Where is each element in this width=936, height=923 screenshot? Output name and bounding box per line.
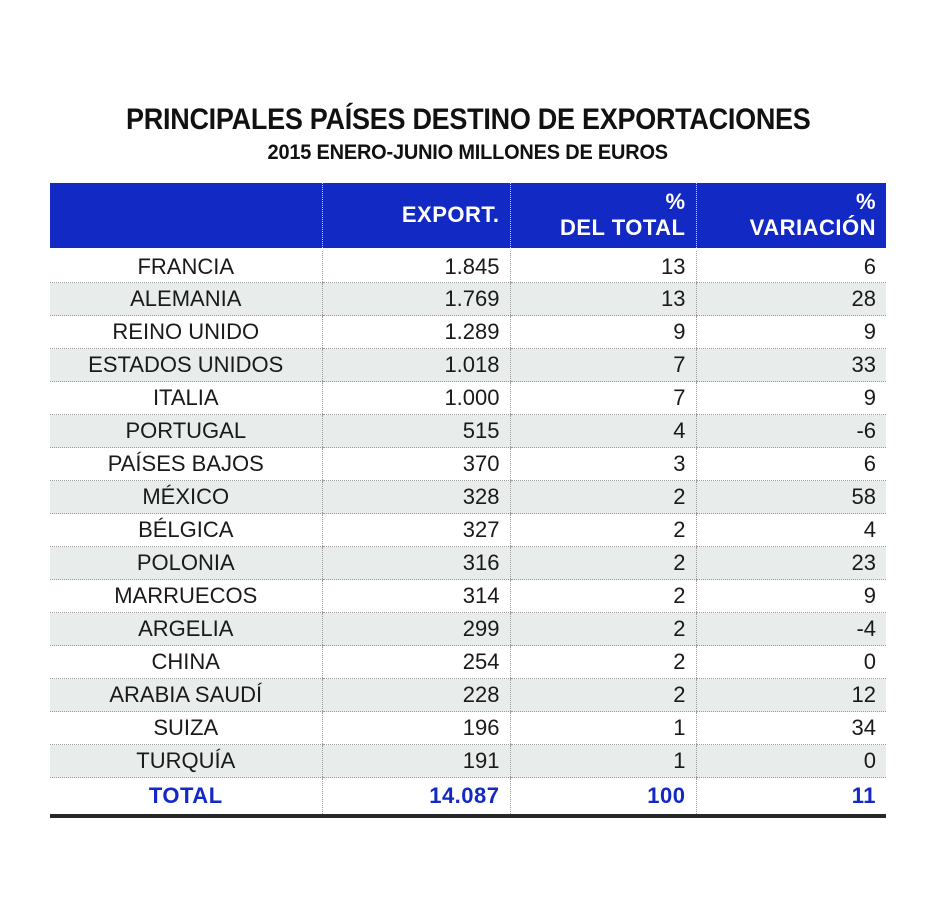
- header-export: [322, 183, 510, 250]
- pct-total-cell: 7: [510, 382, 696, 415]
- country-cell: BÉLGICA: [50, 514, 322, 547]
- pct-variation-cell: 9: [696, 316, 886, 349]
- table-row: [50, 646, 886, 679]
- pct-variation-cell: 58: [696, 481, 886, 514]
- export-cell: 370: [322, 448, 510, 481]
- table-row: [50, 316, 886, 349]
- pct-total-cell: 2: [510, 547, 696, 580]
- pct-total-cell: 1: [510, 745, 696, 778]
- country-cell: MARRUECOS: [50, 580, 322, 613]
- export-cell: 228: [322, 679, 510, 712]
- export-cell: 1.000: [322, 382, 510, 415]
- pct-total-cell: 2: [510, 580, 696, 613]
- country-cell: ALEMANIA: [50, 283, 322, 316]
- export-cell: 299: [322, 613, 510, 646]
- export-cell: 254: [322, 646, 510, 679]
- country-cell: TURQUÍA: [50, 745, 322, 778]
- pct-variation-cell: 0: [696, 745, 886, 778]
- pct-total-cell: 2: [510, 481, 696, 514]
- export-cell: 1.845: [322, 250, 510, 283]
- header-pct-variation-line2: VARIACIÓN: [749, 215, 876, 240]
- table-row: [50, 514, 886, 547]
- export-cell: 1.289: [322, 316, 510, 349]
- pct-variation-cell: 33: [696, 349, 886, 382]
- pct-variation-cell: 34: [696, 712, 886, 745]
- pct-variation-cell: 28: [696, 283, 886, 316]
- table-row: [50, 547, 886, 580]
- subtitle-wrap: [0, 139, 936, 166]
- export-cell: 316: [322, 547, 510, 580]
- country-cell: FRANCIA: [50, 250, 322, 283]
- header-pct-variation: [696, 183, 886, 250]
- country-cell: SUIZA: [50, 712, 322, 745]
- pct-total-cell: 2: [510, 514, 696, 547]
- header-pct-total-line1: %: [665, 189, 686, 214]
- country-cell: ARABIA SAUDÍ: [50, 679, 322, 712]
- exports-table: [50, 183, 886, 814]
- pct-total-cell: 9: [510, 316, 696, 349]
- pct-variation-cell: 12: [696, 679, 886, 712]
- pct-variation-cell: 9: [696, 382, 886, 415]
- country-cell: ITALIA: [50, 382, 322, 415]
- pct-total-cell: 13: [510, 250, 696, 283]
- header-pct-variation-line1: %: [855, 189, 876, 214]
- pct-variation-cell: 6: [696, 448, 886, 481]
- page-subtitle: 2015 ENERO-JUNIO MILLONES DE EUROS: [267, 141, 669, 164]
- header-country-blank: [50, 183, 322, 250]
- pct-variation-cell: 0: [696, 646, 886, 679]
- country-cell: ARGELIA: [50, 613, 322, 646]
- total-export-cell: 14.087: [322, 778, 510, 814]
- country-cell: REINO UNIDO: [50, 316, 322, 349]
- table-row: [50, 448, 886, 481]
- pct-variation-cell: 23: [696, 547, 886, 580]
- table-row: [50, 745, 886, 778]
- table-row: [50, 481, 886, 514]
- header-export-label: EXPORT.: [401, 202, 500, 227]
- total-pct-variation-cell: 11: [696, 778, 886, 814]
- export-cell: 191: [322, 745, 510, 778]
- pct-total-cell: 1: [510, 712, 696, 745]
- total-row: [50, 778, 886, 814]
- country-cell: POLONIA: [50, 547, 322, 580]
- export-cell: 314: [322, 580, 510, 613]
- table-body: [50, 250, 886, 814]
- pct-total-cell: 4: [510, 415, 696, 448]
- pct-total-cell: 7: [510, 349, 696, 382]
- table-row: [50, 712, 886, 745]
- pct-variation-cell: 9: [696, 580, 886, 613]
- export-cell: 1.769: [322, 283, 510, 316]
- pct-total-cell: 2: [510, 613, 696, 646]
- country-cell: PORTUGAL: [50, 415, 322, 448]
- pct-total-cell: 2: [510, 646, 696, 679]
- pct-variation-cell: -4: [696, 613, 886, 646]
- table-row: [50, 283, 886, 316]
- title-block: [0, 0, 936, 166]
- exports-table-wrap: [50, 183, 886, 818]
- table-head: [50, 183, 886, 250]
- country-cell: PAÍSES BAJOS: [50, 448, 322, 481]
- pct-variation-cell: -6: [696, 415, 886, 448]
- page-title: PRINCIPALES PAÍSES DESTINO DE EXPORTACIONES: [125, 103, 811, 136]
- table-row: [50, 613, 886, 646]
- total-pct-total-cell: 100: [510, 778, 696, 814]
- header-pct-total: [510, 183, 696, 250]
- table-row: [50, 580, 886, 613]
- country-cell: MÉXICO: [50, 481, 322, 514]
- table-header-row: [50, 183, 886, 250]
- header-pct-total-line2: DEL TOTAL: [560, 215, 686, 240]
- pct-variation-cell: 4: [696, 514, 886, 547]
- pct-total-cell: 3: [510, 448, 696, 481]
- export-cell: 328: [322, 481, 510, 514]
- table-row: [50, 679, 886, 712]
- table-row: [50, 415, 886, 448]
- table-row: [50, 250, 886, 283]
- pct-variation-cell: 6: [696, 250, 886, 283]
- country-cell: ESTADOS UNIDOS: [50, 349, 322, 382]
- country-cell: CHINA: [50, 646, 322, 679]
- pct-total-cell: 13: [510, 283, 696, 316]
- table-row: [50, 349, 886, 382]
- export-cell: 1.018: [322, 349, 510, 382]
- header-pct-variation-stack: [707, 189, 877, 241]
- header-pct-total-stack: [521, 189, 686, 241]
- pct-total-cell: 2: [510, 679, 696, 712]
- export-cell: 515: [322, 415, 510, 448]
- export-cell: 196: [322, 712, 510, 745]
- export-cell: 327: [322, 514, 510, 547]
- total-label-cell: TOTAL: [50, 778, 322, 814]
- table-row: [50, 382, 886, 415]
